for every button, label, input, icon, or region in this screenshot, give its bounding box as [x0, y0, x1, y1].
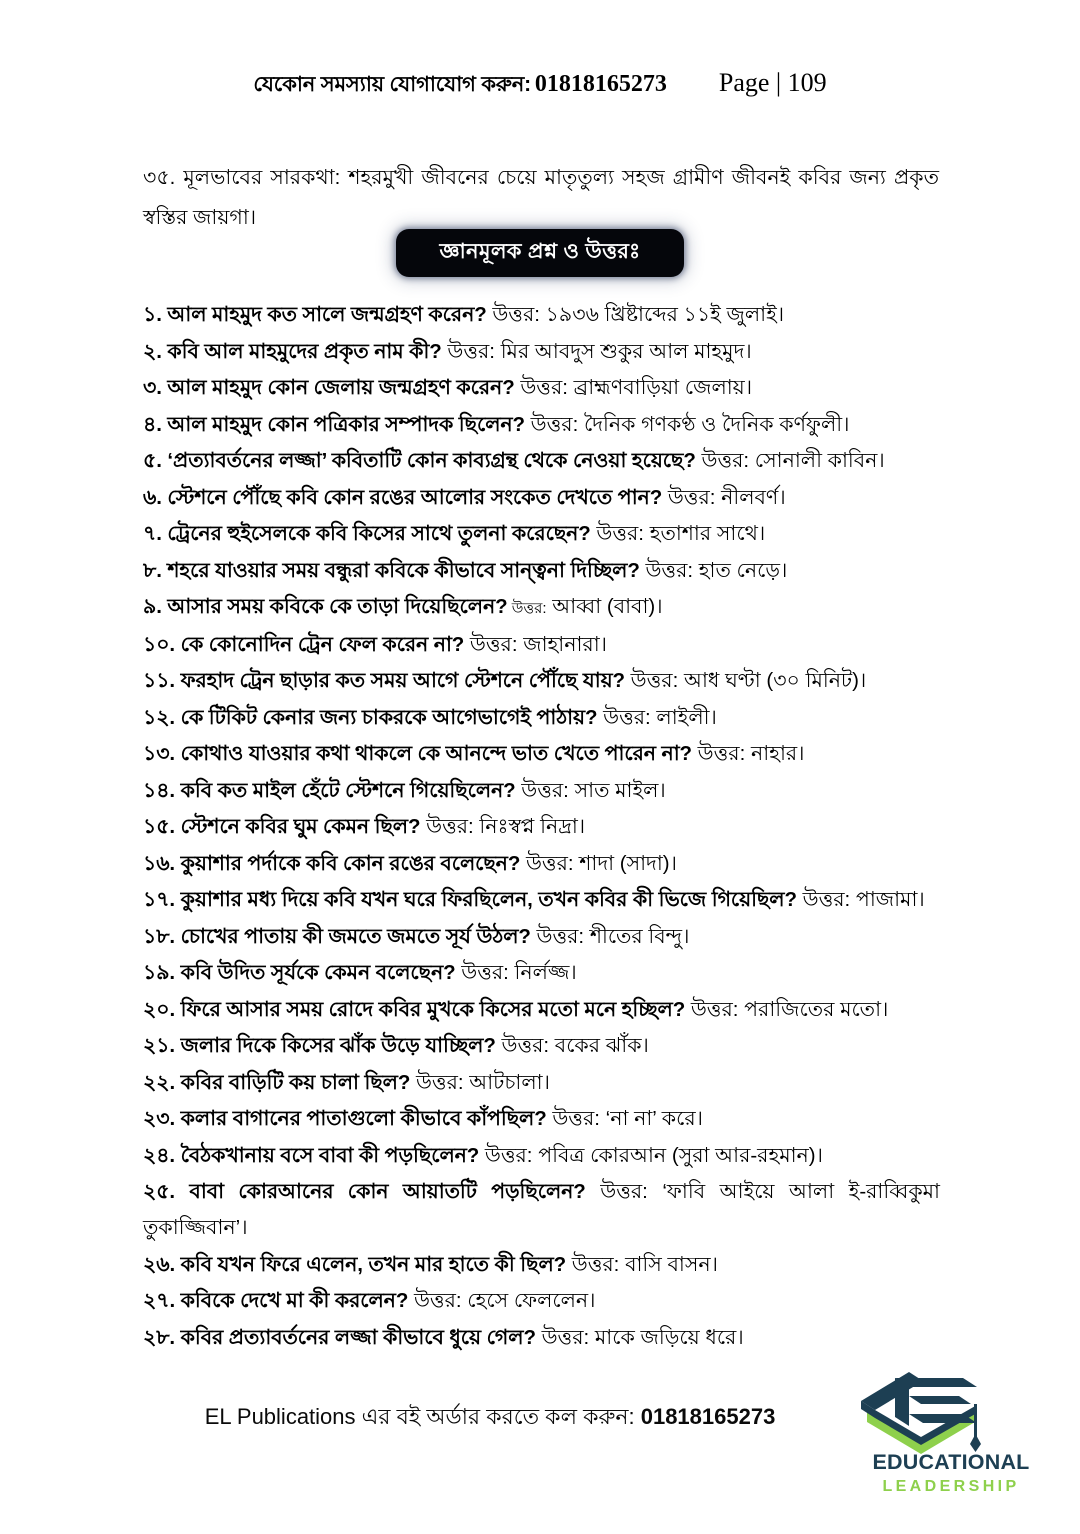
- qa-question: ২২. কবির বাড়িটি কয় চালা ছিল?: [143, 1070, 411, 1094]
- page-number: Page | 109: [718, 68, 827, 97]
- footer-phone-number: 01818165273: [640, 1404, 776, 1429]
- qa-item: [143, 1320, 940, 1356]
- qa-answer: হেসে ফেললেন।: [461, 1289, 596, 1312]
- qa-question: ১৮. চোখের পাতায় কী জমতে জমতে সূর্য উঠল?: [143, 924, 531, 948]
- educational-leadership-logo: [843, 1356, 1059, 1506]
- qa-question: ৬. স্টেশনে পৌঁছে কবি কোন রঙের আলোর সংকেত দেখতে পান?: [143, 485, 663, 509]
- qa-question: ২৩. কলার বাগানের পাতাগুলো কীভাবে কাঁপছিল?: [143, 1107, 547, 1130]
- logo-word-educational: EDUCATIONAL: [872, 1450, 1030, 1474]
- qa-answer-label: উত্তর:: [515, 778, 569, 802]
- qa-answer: মির আবদুস শুকুর আল মাহমুদ।: [495, 339, 752, 363]
- qa-answer-label: উত্তর:: [639, 558, 694, 582]
- qa-item: [143, 809, 940, 845]
- qa-answer: আব্বা (বাবা)।: [546, 595, 663, 618]
- qa-answer: ‘না না’ করে।: [599, 1107, 703, 1130]
- qa-answer: নির্লজ্জ।: [508, 961, 577, 984]
- qa-answer: আধ ঘণ্টা (৩০ মিনিট)।: [678, 669, 867, 692]
- qa-answer-label: উত্তর:: [535, 1325, 590, 1349]
- qa-answer: আটচালা।: [463, 1070, 550, 1094]
- qa-answer: সোনালী কাবিন।: [749, 449, 885, 472]
- qa-answer-label: উত্তর:: [514, 376, 568, 399]
- qa-answer-label: উত্তর:: [566, 1252, 620, 1276]
- qa-answer: নিঃস্বপ্ন নিদ্রা।: [473, 815, 586, 838]
- header-contact-label: যেকোন সমস্যায় যোগাযোগ করুন:: [253, 73, 531, 96]
- qa-question: ২৬. কবি যখন ফিরে এলেন, তখন মার হাতে কী ছিল?: [143, 1252, 567, 1276]
- qa-answer-label: উত্তর:: [695, 449, 750, 472]
- qa-item: [143, 407, 940, 443]
- qa-item: [143, 700, 940, 736]
- intro-paragraph: ৩৫. মূলভাবের সারকথা: শহরমুখী জীবনের চেয়ে মাতৃতুল্য সহজ গ্রামীণ জীবনই কবির জন্য প্রকৃত স্বস্তির জায়গা।: [143, 166, 939, 229]
- section-banner-title: জ্ঞানমূলক প্রশ্ন ও উত্তরঃ: [396, 229, 685, 277]
- qa-item: [143, 1065, 940, 1101]
- qa-answer: ব্রাহ্মণবাড়িয়া জেলায়।: [567, 376, 753, 399]
- qa-answer: লাইলী।: [650, 705, 717, 729]
- qa-question: ৭. ট্রেনের হুইসেলকে কবি কিসের সাথে তুলনা করেছেন?: [143, 522, 591, 545]
- qa-question: ১০. কে কোনোদিন ট্রেন ফেল করেন না?: [143, 632, 465, 656]
- qa-item: [143, 334, 940, 370]
- qa-question: ৮. শহরে যাওয়ার সময় বন্ধুরা কবিকে কীভাবে সান্ত্বনা দিচ্ছিল?: [143, 558, 640, 582]
- qa-answer: পবিত্র কোরআন (সুরা আর-রহমান)।: [532, 1143, 823, 1167]
- qa-answer: বাসি বাসন।: [619, 1252, 718, 1276]
- qa-item: [143, 1283, 940, 1319]
- qa-answer: শাদা (সাদা)।: [573, 851, 677, 875]
- qa-answer: হতাশার সাথে।: [644, 522, 766, 545]
- qa-item: [143, 1247, 940, 1283]
- qa-question: ২৫. বাবা কোরআনের কোন আয়াতটি পড়ছিলেন?: [143, 1180, 586, 1203]
- qa-answer-label: উত্তর:: [685, 997, 739, 1021]
- qa-answer-label: উত্তর:: [546, 1107, 600, 1130]
- logo-word-leadership: LEADERSHIP: [882, 1478, 1020, 1495]
- qa-answer: সাত মাইল।: [568, 778, 666, 802]
- qa-item: [143, 1138, 940, 1174]
- qa-item: [143, 516, 940, 552]
- qa-answer-label: উত্তর:: [624, 669, 679, 692]
- qa-question: ১১. ফরহাদ ট্রেন ছাড়ার কত সময় আগে স্টেশনে পৌঁছে যায়?: [143, 669, 625, 692]
- qa-item: [143, 773, 940, 809]
- qa-item: [143, 553, 940, 589]
- qa-answer-label: উত্তর:: [441, 339, 495, 363]
- qa-answer-label: উত্তর:: [520, 851, 574, 875]
- qa-item: [143, 1101, 940, 1137]
- qa-answer-label: উত্তর:: [455, 961, 509, 984]
- page-header: [140, 68, 940, 103]
- qa-answer-label: উত্তর:: [479, 1143, 533, 1167]
- qa-question: ১৪. কবি কত মাইল হেঁটে স্টেশনে গিয়েছিলেন?: [143, 778, 516, 802]
- qa-question: ২০. ফিরে আসার সময় রোদে কবির মুখকে কিসের মতো মনে হচ্ছিল?: [143, 997, 686, 1021]
- qa-answer-label: উত্তর:: [662, 485, 716, 509]
- qa-question: ৫. ‘প্রত্যাবর্তনের লজ্জা’ কবিতাটি কোন কাব্যগ্রন্থ থেকে নেওয়া হয়েছে?: [143, 449, 696, 472]
- qa-answer: শীতের বিন্দু।: [584, 924, 690, 948]
- qa-answer-label: উত্তর:: [464, 632, 518, 656]
- qa-item: [143, 480, 940, 516]
- qa-item: [143, 992, 940, 1028]
- footer-brand: EL Publications: [204, 1404, 356, 1429]
- qa-answer: বকের ঝাঁক।: [549, 1034, 649, 1057]
- qa-answer-label: উত্তর:: [597, 705, 651, 729]
- qa-answer: নাহার।: [745, 742, 805, 765]
- qa-question: ১৫. স্টেশনে কবির ঘুম কেমন ছিল?: [143, 815, 421, 838]
- qa-item: [143, 1028, 940, 1064]
- qa-answer-label: উত্তর:: [585, 1180, 648, 1203]
- qa-answer: পরাজিতের মতো।: [738, 997, 889, 1021]
- qa-question: ২৪. বৈঠকখানায় বসে বাবা কী পড়ছিলেন?: [143, 1143, 480, 1167]
- qa-question: ১২. কে টিকিট কেনার জন্য চাকরকে আগেভাগেই পাঠায়?: [143, 705, 598, 729]
- qa-answer: হাত নেড়ে।: [693, 558, 788, 582]
- qa-question: ৪. আল মাহমুদ কোন পত্রিকার সম্পাদক ছিলেন?: [143, 412, 525, 436]
- qa-question: ৩. আল মাহমুদ কোন জেলায় জন্মগ্রহণ করেন?: [143, 376, 515, 399]
- qa-answer: দৈনিক গণকণ্ঠ ও দৈনিক কর্ণফুলী।: [578, 412, 850, 436]
- qa-answer-label: উত্তর:: [796, 888, 851, 911]
- qa-question: ১৯. কবি উদিত সূর্যকে কেমন বলেছেন?: [143, 961, 456, 984]
- qa-answer-label: উত্তর:: [691, 742, 746, 765]
- qa-question: ৯. আসার সময় কবিকে কে তাড়া দিয়েছিলেন?: [143, 595, 508, 618]
- footer-order-text: এর বই অর্ডার করতে কল করুন:: [355, 1404, 641, 1429]
- header-phone-number: 01818165273: [534, 71, 667, 97]
- qa-item: [143, 846, 940, 882]
- qa-answer-label: উত্তর:: [524, 412, 579, 436]
- qa-item: [143, 297, 940, 333]
- qa-list: [143, 297, 940, 1356]
- qa-item: [143, 1174, 940, 1246]
- qa-answer-label: উত্তর:: [408, 1289, 462, 1312]
- qa-answer: মাকে জড়িয়ে ধরে।: [589, 1325, 744, 1349]
- qa-question: ১. আল মাহমুদ কত সালে জন্মগ্রহণ করেন?: [143, 303, 487, 326]
- qa-item: [143, 370, 940, 406]
- qa-answer-label: উত্তর:: [495, 1034, 550, 1057]
- qa-answer-label: উত্তর:: [590, 522, 645, 545]
- qa-answer-label: উত্তর:: [530, 924, 585, 948]
- qa-item: [143, 589, 940, 626]
- qa-question: ১৩. কোথাও যাওয়ার কথা থাকলে কে আনন্দে ভাত খেতে পারেন না?: [143, 742, 692, 765]
- qa-question: ১৬. কুয়াশার পর্দাকে কবি কোন রঙের বলেছেন?: [143, 851, 521, 875]
- qa-item: [143, 443, 940, 479]
- qa-answer: নীলবর্ণ।: [715, 485, 786, 509]
- qa-answer: ‘ফাবি আইয়ে আলা ই-রাব্বিকুমা তুকাজ্জিবান’।: [143, 1180, 940, 1239]
- graduation-cap-icon: [851, 1356, 991, 1454]
- section-banner-container: [0, 229, 1080, 277]
- qa-answer-label: উত্তর:: [410, 1070, 464, 1094]
- qa-question: ২৭. কবিকে দেখে মা কী করলেন?: [143, 1289, 409, 1312]
- qa-item: [143, 955, 940, 991]
- qa-answer: ১৯৩৬ খ্রিষ্টাব্দের ১১ই জুলাই।: [539, 303, 785, 326]
- qa-question: ২৮. কবির প্রত্যাবর্তনের লজ্জা কীভাবে ধুয়ে গেল?: [143, 1325, 536, 1349]
- qa-answer-label: উত্তর:: [486, 303, 540, 326]
- qa-question: ২. কবি আল মাহমুদের প্রকৃত নাম কী?: [143, 339, 442, 363]
- qa-answer-label: উত্তর:: [507, 600, 547, 617]
- qa-item: [143, 882, 940, 918]
- qa-item: [143, 627, 940, 663]
- qa-question: ২১. জলার দিকে কিসের ঝাঁক উড়ে যাচ্ছিল?: [143, 1034, 496, 1057]
- qa-answer-label: উত্তর:: [420, 815, 474, 838]
- qa-item: [143, 736, 940, 772]
- qa-answer: পাজামা।: [850, 888, 925, 911]
- qa-item: [143, 663, 940, 699]
- footer-order-line: [140, 1400, 840, 1437]
- qa-answer: জাহানারা।: [517, 632, 607, 656]
- qa-item: [143, 919, 940, 955]
- qa-question: ১৭. কুয়াশার মধ্য দিয়ে কবি যখন ঘরে ফিরছিলেন, তখন কবির কী ভিজে গিয়েছিল?: [143, 888, 797, 911]
